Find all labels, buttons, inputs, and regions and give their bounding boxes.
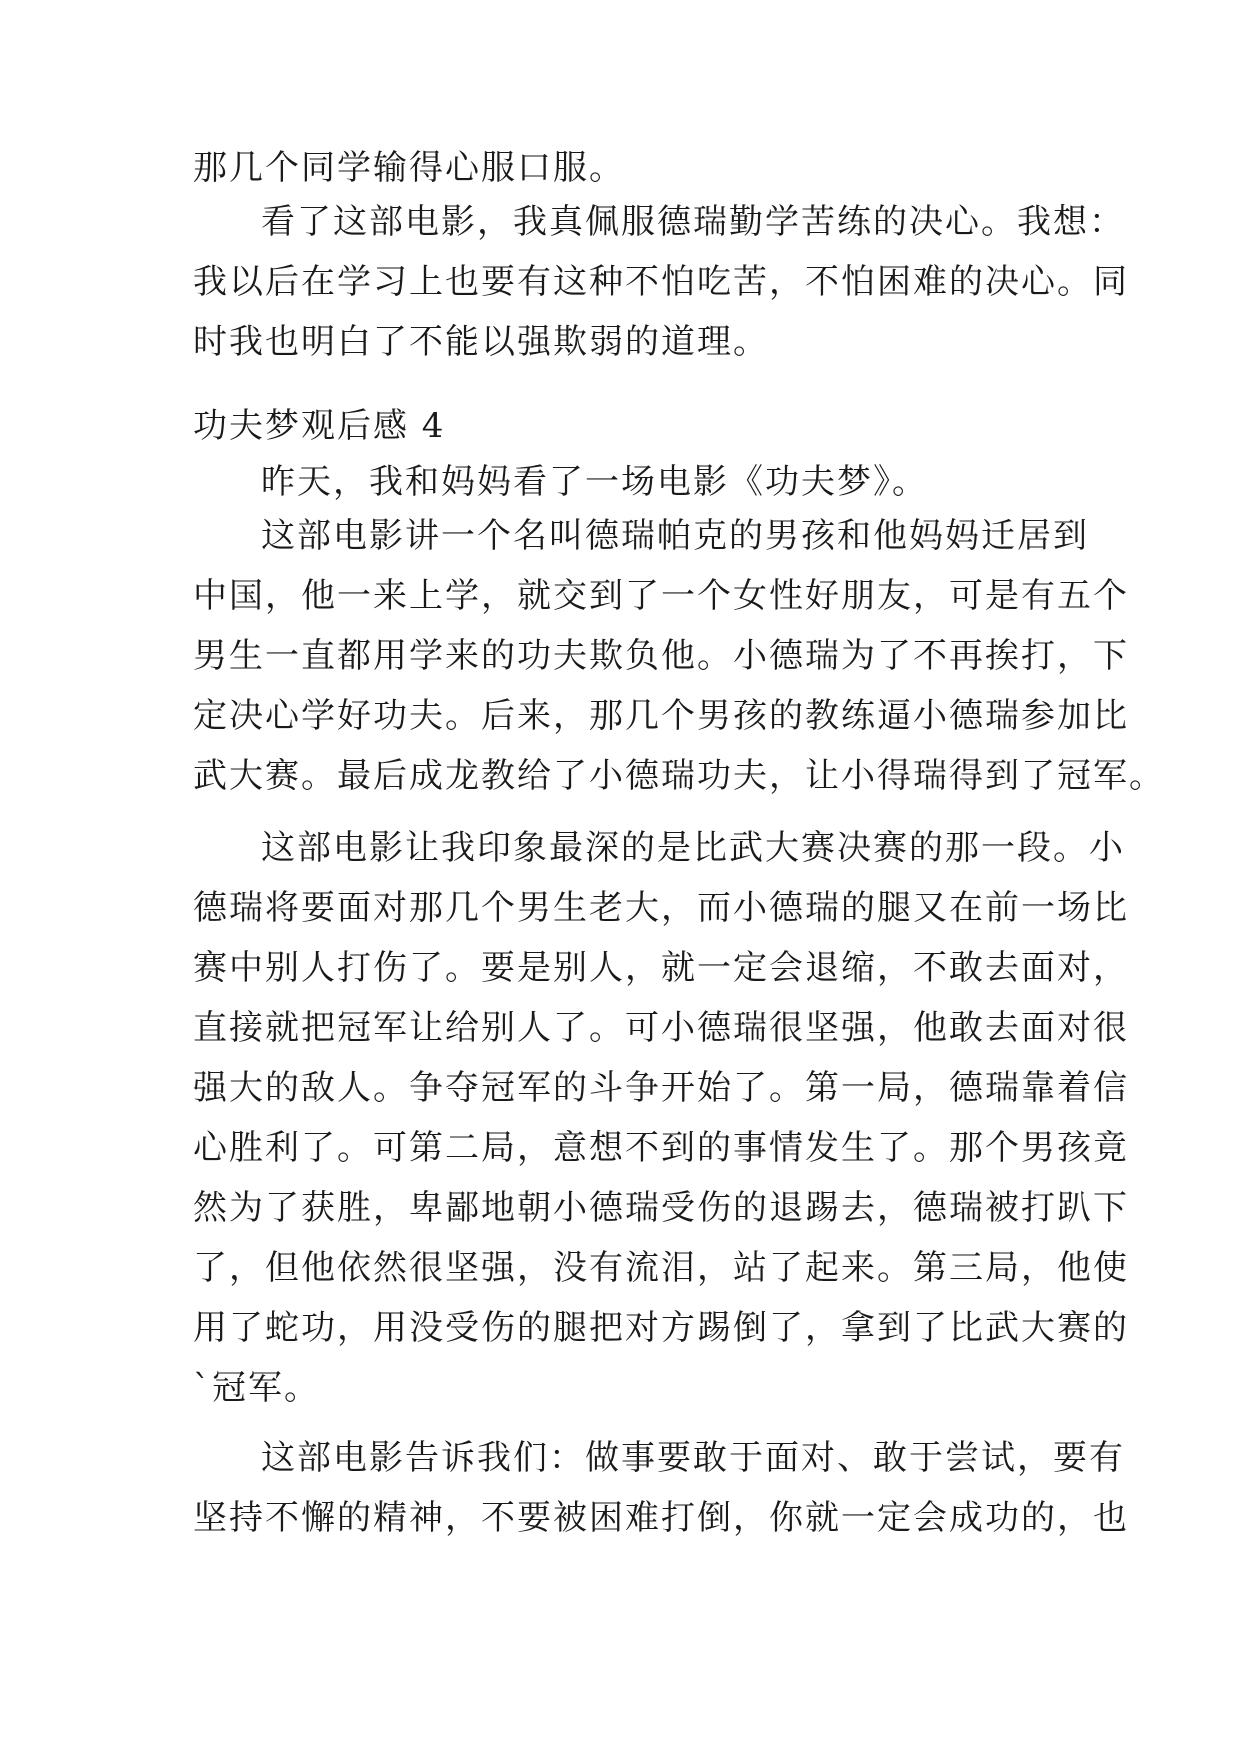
section-heading: 功夫梦观后感 4 bbox=[193, 406, 446, 446]
text-line: 直接就把冠军让给别人了。可小德瑞很坚强，他敢去面对很 bbox=[193, 1008, 1129, 1048]
paragraph-lesson bbox=[193, 1428, 1129, 1548]
text-line: 中国，他一来上学，就交到了一个女性好朋友，可是有五个 bbox=[193, 576, 1129, 616]
text-line: 定决心学好功夫。后来，那几个男孩的教练逼小德瑞参加比 bbox=[193, 696, 1129, 736]
text-line: 我以后在学习上也要有这种不怕吃苦，不怕困难的决心。同 bbox=[193, 262, 1129, 302]
text-line: 赛中别人打伤了。要是别人，就一定会退缩，不敢去面对， bbox=[193, 948, 1129, 988]
paragraph-plot bbox=[193, 506, 1165, 806]
text-line: 男生一直都用学来的功夫欺负他。小德瑞为了不再挨打，下 bbox=[193, 636, 1129, 676]
text-line: 这部电影让我印象最深的是比武大赛决赛的那一段。小 bbox=[261, 828, 1125, 868]
text-line: 用了蛇功，用没受伤的腿把对方踢倒了，拿到了比武大赛的 bbox=[193, 1308, 1129, 1348]
text-line: 这部电影讲一个名叫德瑞帕克的男孩和他妈妈迁居到 bbox=[261, 516, 1089, 556]
paragraph-reflection bbox=[193, 192, 1129, 372]
text-line: 强大的敌人。争夺冠军的斗争开始了。第一局，德瑞靠着信 bbox=[193, 1068, 1129, 1108]
paragraph-continuation bbox=[193, 138, 1053, 198]
text-line: 坚持不懈的精神，不要被困难打倒，你就一定会成功的，也 bbox=[193, 1498, 1129, 1538]
paragraph-intro bbox=[193, 452, 1053, 512]
text-line: 那几个同学输得心服口服。 bbox=[193, 148, 625, 188]
text-line: 心胜利了。可第二局，意想不到的事情发生了。那个男孩竟 bbox=[193, 1128, 1129, 1168]
text-line: 昨天，我和妈妈看了一场电影《功夫梦》。 bbox=[261, 462, 928, 502]
text-line: `冠军。 bbox=[193, 1368, 320, 1408]
text-line: 时我也明白了不能以强欺弱的道理。 bbox=[193, 322, 769, 362]
text-line: 武大赛。最后成龙教给了小德瑞功夫，让小得瑞得到了冠军。 bbox=[193, 756, 1165, 796]
text-line: 这部电影告诉我们：做事要敢于面对、敢于尝试，要有 bbox=[261, 1438, 1125, 1478]
text-line: 德瑞将要面对那几个男生老大，而小德瑞的腿又在前一场比 bbox=[193, 888, 1129, 928]
text-line: 看了这部电影，我真佩服德瑞勤学苦练的决心。我想： bbox=[261, 202, 1125, 242]
paragraph-final-match bbox=[193, 818, 1129, 1418]
text-line: 然为了获胜，卑鄙地朝小德瑞受伤的退踢去，德瑞被打趴下 bbox=[193, 1188, 1129, 1228]
text-line: 了，但他依然很坚强，没有流泪，站了起来。第三局，他使 bbox=[193, 1248, 1129, 1288]
